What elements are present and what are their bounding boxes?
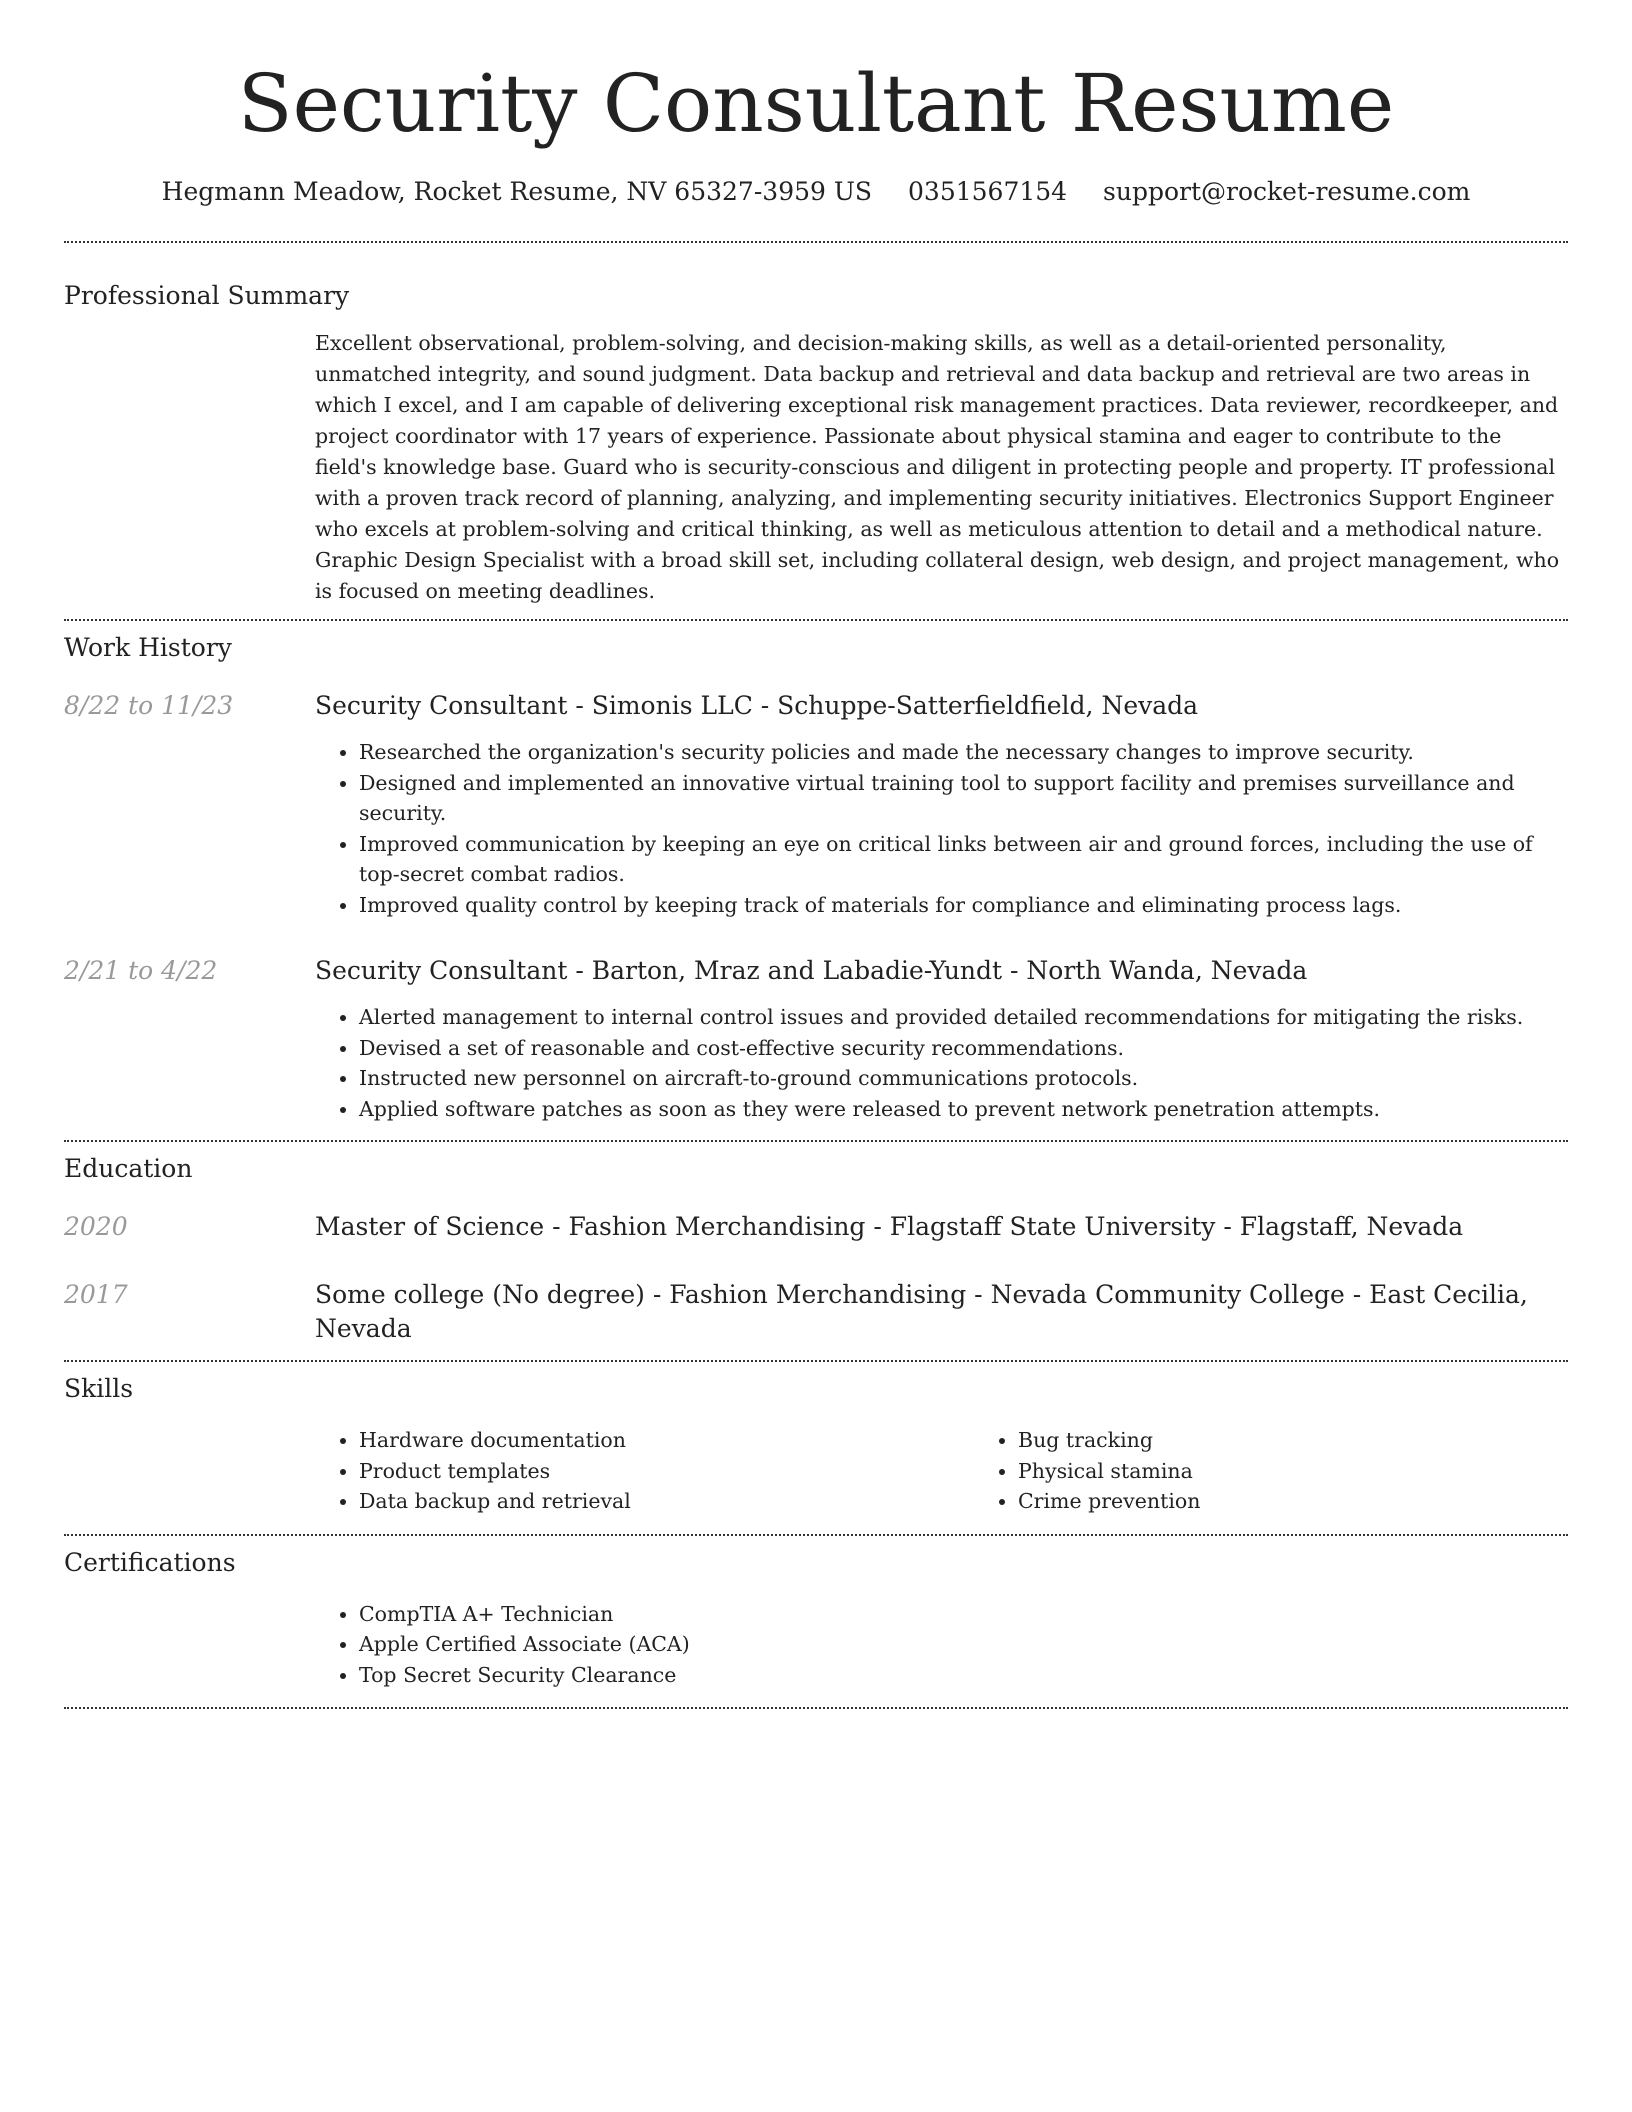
resume-title: Security Consultant Resume [237,57,1395,150]
list-item: • Instructed new personnel on aircraft-to-ground communications protocols. [359,1063,1568,1094]
job-dates: 2/21 to 4/22 [64,956,218,985]
contact-email: support@rocket-resume.com [1103,177,1471,206]
skills-grid [315,1425,1568,1517]
list-item: • Improved quality control by keeping track of materials for compliance and eliminating process lags. [359,890,1568,921]
skills-column-1 [315,1425,974,1517]
education-entry [64,1278,1568,1346]
list-item: • Product templates [359,1456,974,1487]
list-item: • Devised a set of reasonable and cost-effective security recommendations. [359,1033,1568,1064]
list-item: • Physical stamina [1018,1456,1632,1487]
education-degree: Master of Science - Fashion Merchandising - Flagstaff State University - Flagstaff, Nevada [315,1212,1464,1241]
skills-heading: Skills [64,1374,134,1403]
job-bullets [315,737,1568,920]
skills-column-2 [974,1425,1632,1517]
certifications-list [315,1599,1568,1691]
job-title: Security Consultant - Simonis LLC - Schuppe-Satterfieldfield, Nevada [315,691,1199,720]
work-history-section [64,621,1568,1124]
education-entry [64,1210,1568,1244]
list-item: • Apple Certified Associate (ACA) [359,1629,1568,1660]
certifications-heading: Certifications [64,1547,236,1577]
job-dates: 8/22 to 11/23 [64,691,234,720]
skills-section [64,1362,1568,1517]
job-title: Security Consultant - Barton, Mraz and Labadie-Yundt - North Wanda, Nevada [315,956,1308,985]
list-item: • Applied software patches as soon as they were released to prevent network penetration attempts. [359,1094,1568,1125]
list-item: • Hardware documentation [359,1425,974,1456]
list-item: • Improved communication by keeping an eye on critical links between air and ground forces, including the use of top-secret combat radios. [359,829,1568,890]
contact-line [64,174,1568,210]
job-entry [64,954,1568,1124]
list-item: • Data backup and retrieval [359,1486,974,1517]
summary-section [64,243,1568,607]
list-item: • CompTIA A+ Technician [359,1599,1568,1630]
education-section [64,1142,1568,1346]
list-item: • Designed and implemented an innovative virtual training tool to support facility and premises surveillance and security. [359,768,1568,829]
summary-text: Excellent observational, problem-solving, and decision-making skills, as well as a detail-oriented personality, unmatched integrity, and sound judgment. Data backup and retrieval and data backup and retrieval are two areas in which I excel, and I am capable of delivering exceptional risk management practices. Data reviewer, recordkeeper, and project coordinator with 17 years of experience. Passionate about physical stamina and eager to contribute to the field's knowledge base. Guard who is security-conscious and diligent in protecting people and property. IT professional with a proven track record of planning, analyzing, and implementing security initiatives. Electronics Support Engineer who excels at problem-solving and critical thinking, as well as meticulous attention to detail and a methodical nature. Graphic Design Specialist with a broad skill set, including collateral design, web design, and project management, who is focused on meeting deadlines. [315,331,1560,603]
job-bullets [315,1002,1568,1124]
contact-phone: 0351567154 [908,177,1068,206]
education-degree: Some college (No degree) - Fashion Merchandising - Nevada Community College - East Cecilia, Nevada [315,1280,1528,1343]
list-item: • Bug tracking [1018,1425,1632,1456]
list-item: • Researched the organization's security policies and made the necessary changes to improve security. [359,737,1568,768]
list-item: • Crime prevention [1018,1486,1632,1517]
work-history-heading: Work History [64,633,232,662]
list-item: • Alerted management to internal control issues and provided detailed recommendations for mitigating the risks. [359,1002,1568,1033]
job-entry [64,689,1568,920]
contact-address: Hegmann Meadow, Rocket Resume, NV 65327-3959 US [161,177,873,206]
certifications-section [64,1536,1568,1691]
education-year: 2017 [64,1280,128,1309]
education-year: 2020 [64,1212,128,1241]
summary-heading: Professional Summary [64,281,350,310]
list-item: • Top Secret Security Clearance [359,1660,1568,1691]
education-heading: Education [64,1154,193,1183]
divider [64,1707,1568,1709]
